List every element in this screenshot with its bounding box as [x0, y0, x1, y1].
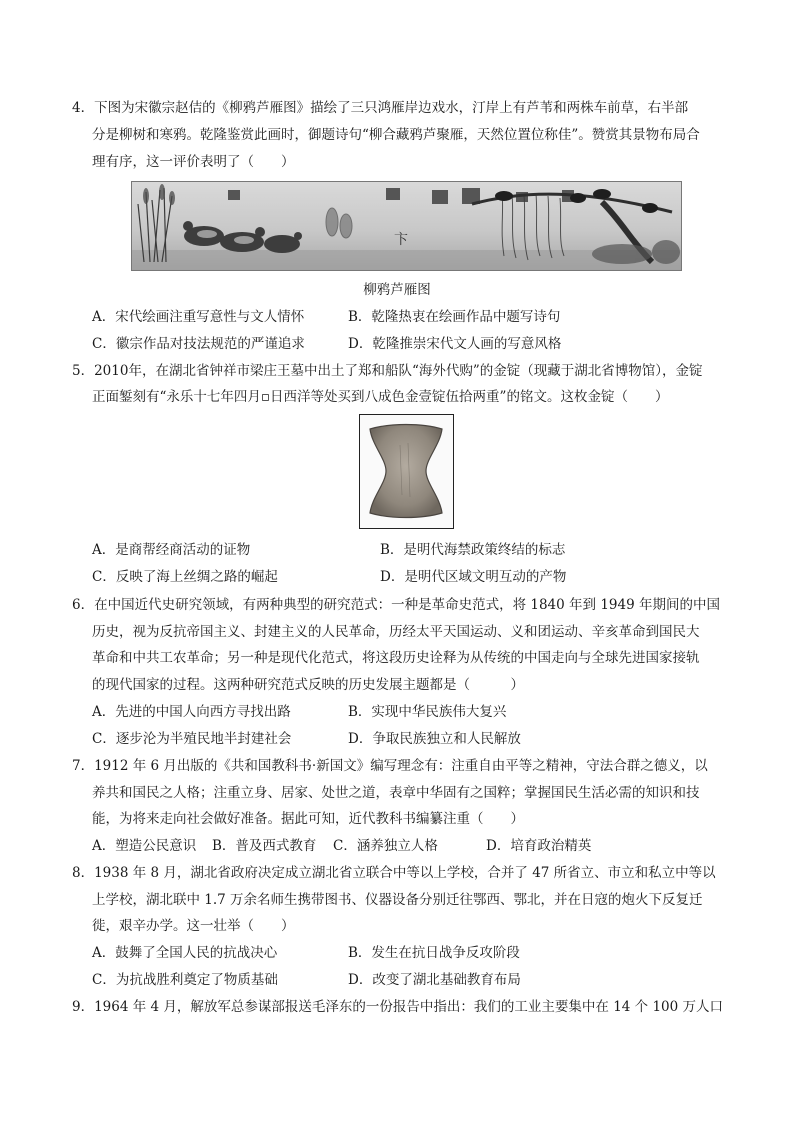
question-9-line-1: 9．1964 年 4 月，解放军总参谋部报送毛泽东的一份报告中指出：我们的工业主要集中在 14 个 100 万人口 [72, 999, 724, 1015]
question-4-option-d[interactable]: D．乾隆推崇宋代文人画的写意风格 [348, 336, 562, 352]
question-6-line-4: 的现代国家的过程。这两种研究范式反映的历史发展主题都是（ ） [92, 677, 524, 693]
question-4-option-a[interactable]: A．宋代绘画注重写意性与文人情怀 [92, 309, 305, 325]
question-8-option-d[interactable]: D．改变了湖北基础教育布局 [348, 972, 521, 988]
question-6-option-d[interactable]: D．争取民族独立和人民解放 [348, 731, 521, 747]
question-7-line-1: 7．1912 年 6 月出版的《共和国教科书·新国文》编写理念有：注重自由平等之精神，守法合群之德义，以 [72, 758, 708, 774]
question-8-option-b[interactable]: B．发生在抗日战争反攻阶段 [348, 945, 520, 961]
question-7-line-3: 能，为将来走向社会做好准备。据此可知，近代教科书编纂注重（ ） [92, 811, 524, 827]
painting-caption: 柳鸦芦雁图 [363, 282, 431, 298]
question-5-line-2: 正面錾刻有“永乐十七年四月▫日西洋等处买到八成色金壹锭伍拾两重”的铭文。这枚金锭（ ） [92, 389, 669, 405]
question-8-line-3: 徙，艰辛办学。这一壮举（ ） [92, 918, 295, 934]
question-7-option-a[interactable]: A．塑造公民意识 [92, 838, 197, 854]
question-5-option-d[interactable]: D．是明代区域文明互动的产物 [380, 569, 567, 585]
gold-ingot-image [359, 414, 454, 529]
question-4-line-2: 分是柳树和寒鸦。乾隆鉴赏此画时，御题诗句“柳合藏鸦芦聚雁，天然位置位称佳”。赞赏其景物布局合 [92, 127, 700, 143]
question-4-option-c[interactable]: C．徽宗作品对技法规范的严谨追求 [92, 336, 305, 352]
question-7-line-2: 养共和国民之人格；注重立身、居家、处世之道，表章中华固有之国粹；掌握国民生活必需的知识和技 [92, 785, 700, 801]
question-6-line-2: 历史，视为反抗帝国主义、封建主义的人民革命，历经太平天国运动、义和团运动、辛亥革命到国民大 [92, 624, 700, 640]
question-8-line-1: 8．1938 年 8 月，湖北省政府决定成立湖北省立联合中等以上学校，合并了 47 所省立、市立和私立中等以 [72, 865, 716, 881]
question-5-option-b[interactable]: B．是明代海禁政策终结的标志 [380, 542, 566, 558]
question-5-option-c[interactable]: C．反映了海上丝绸之路的崛起 [92, 569, 278, 585]
question-6-line-3: 革命和中共工农革命；另一种是现代化范式，将这段历史诠释为从传统的中国走向与全球先进国家接轨 [92, 650, 700, 666]
question-8-line-2: 上学校，湖北联中 1.7 万余名师生携带图书、仪器设备分别迁往鄂西、鄂北，并在日寇的炮火下反复迁 [92, 892, 703, 908]
question-6-line-1: 6．在中国近代史研究领域，有两种典型的研究范式：一种是革命史范式，将 1840 年到 1949 年期间的中国 [72, 597, 720, 613]
question-8-option-a[interactable]: A．鼓舞了全国人民的抗战决心 [92, 945, 278, 961]
question-8-option-c[interactable]: C．为抗战胜利奠定了物质基础 [92, 972, 278, 988]
question-7-option-b[interactable]: B．普及西式教育 [212, 838, 317, 854]
question-6-option-b[interactable]: B．实现中华民族伟大复兴 [348, 704, 507, 720]
question-4-line-3: 理有序，这一评价表明了（ ） [92, 154, 295, 170]
question-4-line-1: 4．下图为宋徽宗赵佶的《柳鸦芦雁图》描绘了三只鸿雁岸边戏水，汀岸上有芦苇和两株车前草，右半部 [72, 100, 689, 116]
question-7-option-d[interactable]: D．培育政治精英 [486, 838, 592, 854]
svg-text:卞: 卞 [394, 232, 408, 248]
willow-crow-reed-goose-painting [131, 181, 682, 271]
question-7-option-c[interactable]: C．涵养独立人格 [333, 838, 438, 854]
question-4-option-b[interactable]: B．乾隆热衷在绘画作品中题写诗句 [348, 309, 561, 325]
question-5-option-a[interactable]: A．是商帮经商活动的证物 [92, 542, 251, 558]
question-6-option-a[interactable]: A．先进的中国人向西方寻找出路 [92, 704, 291, 720]
question-5-line-1: 5．2010年，在湖北省钟祥市梁庄王墓中出土了郑和船队“海外代购”的金锭（现藏于湖北省博物馆），金锭 [72, 363, 703, 379]
question-6-option-c[interactable]: C．逐步沦为半殖民地半封建社会 [92, 731, 292, 747]
